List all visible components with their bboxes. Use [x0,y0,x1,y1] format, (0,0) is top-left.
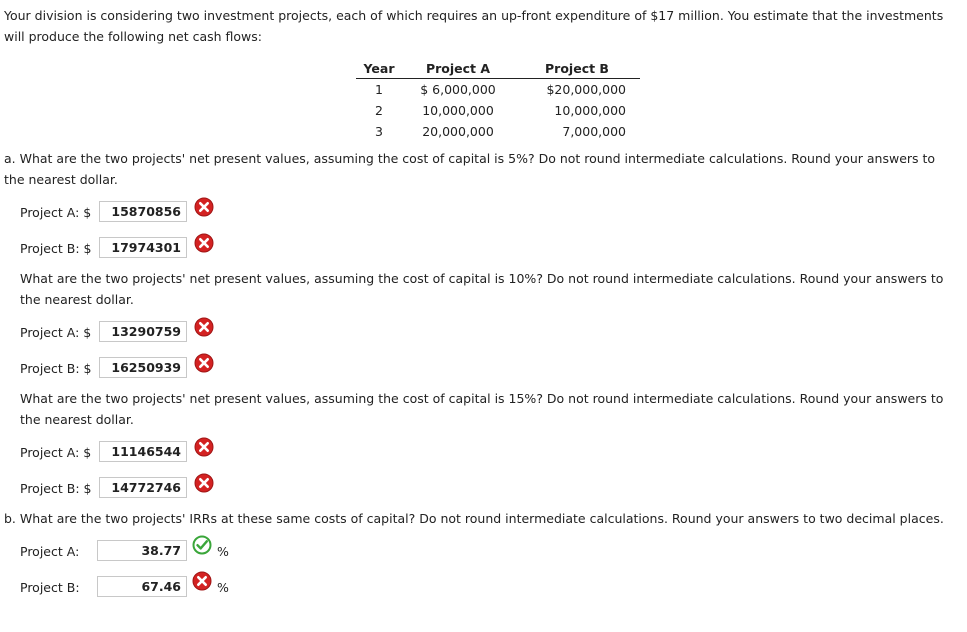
percent-unit: % [217,544,229,559]
cell-project-b: 10,000,000 [554,103,626,118]
label-project-a-npv-5: Project A: $ [20,205,92,220]
header-year: Year [356,58,402,79]
npv-15-project-a-input[interactable]: 11146544 [99,441,187,462]
npv-15-project-b-input[interactable]: 14772746 [99,477,187,498]
incorrect-x-icon [194,353,214,373]
npv-5-project-a-input[interactable]: 15870856 [99,201,187,222]
cell-year: 1 [375,82,383,97]
percent-unit: % [217,580,229,595]
question-npv-10pct: What are the two projects' net present values, assuming the cost of capital is 10%? Do not round intermediate calculations. Round your answers to the nearest dollar. [20,271,944,307]
header-project-b: Project B [514,58,640,79]
problem-intro: Your division is considering two investment projects, each of which requires an up-front expenditure of $17 million. You estimate that the investments will produce the following net cash flows: [4,8,944,44]
npv-5-project-b-input[interactable]: 17974301 [99,237,187,258]
cell-project-a: 10,000,000 [422,103,494,118]
cell-year: 3 [375,124,383,139]
label-project-b-npv-5: Project B: $ [20,241,92,256]
incorrect-x-icon [194,317,214,337]
header-project-a: Project A [402,58,514,79]
irr-project-b-input[interactable]: 67.46 [97,576,187,597]
irr-project-a-input[interactable]: 38.77 [97,540,187,561]
question-npv-15pct: What are the two projects' net present values, assuming the cost of capital is 15%? Do not round intermediate calculations. Round your answers to the nearest dollar. [20,391,944,427]
cell-project-b: 7,000,000 [562,124,626,139]
label-project-b-npv-10: Project B: $ [20,361,92,376]
cell-project-a: 20,000,000 [422,124,494,139]
incorrect-x-icon [192,571,212,591]
npv-10-project-a-input[interactable]: 13290759 [99,321,187,342]
correct-check-icon [192,535,212,555]
question-irr: b. What are the two projects' IRRs at these same costs of capital? Do not round intermediate calculations. Round your answers to two decimal places. [4,511,944,526]
label-project-b-irr: Project B: [20,580,80,595]
table-row [356,79,640,101]
incorrect-x-icon [194,233,214,253]
question-npv-5pct: a. What are the two projects' net present values, assuming the cost of capital is 5%? Do not round intermediate calculations. Round your answers to the nearest dollar. [4,151,936,187]
cash-flow-table [356,58,640,142]
table-header-row [356,58,640,79]
incorrect-x-icon [194,473,214,493]
label-project-a-irr: Project A: [20,544,80,559]
table-row [356,121,640,142]
label-project-a-npv-15: Project A: $ [20,445,92,460]
cell-year: 2 [375,103,383,118]
incorrect-x-icon [194,437,214,457]
cell-project-a: $ 6,000,000 [420,82,496,97]
cell-project-b: $20,000,000 [546,82,626,97]
npv-10-project-b-input[interactable]: 16250939 [99,357,187,378]
label-project-b-npv-15: Project B: $ [20,481,92,496]
incorrect-x-icon [194,197,214,217]
label-project-a-npv-10: Project A: $ [20,325,92,340]
table-row [356,100,640,121]
